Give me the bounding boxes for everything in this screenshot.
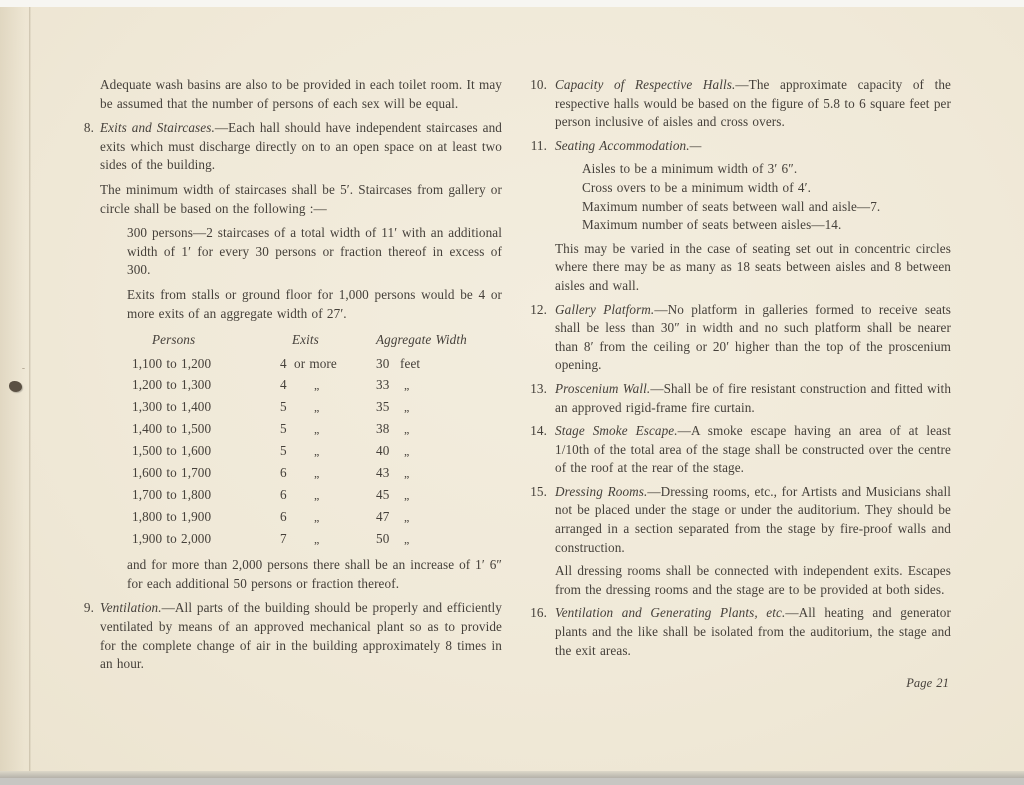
cell-persons: 1,100 to 1,200 — [132, 356, 212, 372]
cell-width: 40 „ — [376, 443, 412, 459]
ditto-mark: „ — [314, 488, 322, 503]
item-body — [555, 422, 951, 483]
ditto-mark: „ — [404, 444, 412, 459]
paragraph-exits-stalls: Exits from stalls or ground floor for 1,000 persons would be 4 or more exits of an aggregate width of 27′. — [127, 286, 502, 321]
item-9-ventilation — [76, 599, 502, 679]
ditto-mark: „ — [404, 422, 412, 437]
item-body — [555, 301, 951, 380]
item-13-proscenium-wall — [527, 380, 951, 422]
item-number: 15. — [530, 483, 547, 499]
cell-exits: 6 „ — [280, 509, 322, 525]
table-row — [132, 374, 502, 396]
item-15-dressing-rooms — [527, 483, 951, 605]
item-body — [555, 380, 951, 422]
column-header-aggregate-width: Aggregate Width — [376, 332, 467, 348]
cell-exits: 4 or more — [280, 356, 337, 372]
column-header-persons: Persons — [152, 332, 196, 348]
item-title: Dressing Rooms. — [555, 483, 648, 499]
cell-exits: 7 „ — [280, 531, 322, 547]
item-14-stage-smoke-escape — [527, 422, 951, 483]
table-row — [132, 528, 502, 550]
ditto-mark: „ — [314, 400, 322, 415]
paragraph-dressing-room-exits: All dressing rooms shall be connected with independent exits. Escapes from the dressing rooms and the stage are to be provided at both sides. — [555, 563, 951, 597]
item-title: Gallery Platform. — [555, 301, 655, 317]
cell-exits: 5 „ — [280, 443, 322, 459]
cell-exits: 6 „ — [280, 487, 322, 503]
item-10-capacity — [527, 76, 951, 137]
cell-width: 45 „ — [376, 487, 412, 503]
cell-width: 43 „ — [376, 465, 412, 481]
ditto-mark: „ — [314, 466, 322, 481]
item-title: Proscenium Wall. — [555, 380, 651, 396]
item-number: 14. — [530, 423, 547, 439]
item-body — [100, 119, 502, 599]
item-lead-paragraph — [555, 76, 951, 132]
ditto-mark: „ — [404, 466, 412, 481]
table-header-row — [132, 329, 502, 350]
item-lead-paragraph — [555, 422, 951, 478]
item-8-exits-and-staircases — [76, 119, 502, 599]
table-row — [132, 506, 502, 528]
item-body — [555, 604, 951, 665]
item-lead-paragraph — [100, 119, 502, 175]
item-body — [555, 137, 951, 301]
item-title: Seating Accommodation.— — [555, 137, 702, 153]
ditto-mark: „ — [314, 422, 322, 437]
ditto-mark: „ — [404, 532, 412, 547]
ditto-mark: „ — [404, 400, 412, 415]
item-text: —Dressing rooms, etc., for Artists and Musicians shall not be placed under the stage or under the auditorium. They should be arranged in a section separated from the stage by fire-proof walls and construction. — [555, 483, 951, 555]
page-number: Page 21 — [906, 676, 949, 691]
item-title: Exits and Staircases. — [100, 120, 215, 136]
item-title: Capacity of Respective Halls. — [555, 77, 736, 92]
item-text: —No platform in galleries formed to receive seats shall be less than 30″ in width and no such platform shall be nearer than 8′ from the ceiling or 20′ higher than the top of the proscenium opening. — [555, 301, 951, 373]
cell-persons: 1,400 to 1,500 — [132, 421, 212, 437]
item-lead-paragraph — [555, 604, 951, 660]
cell-width: 50 „ — [376, 531, 412, 547]
cell-exits: 4 „ — [280, 377, 322, 393]
ditto-mark: „ — [314, 532, 322, 547]
cell-exits: 5 „ — [280, 399, 322, 415]
paragraph-concentric: This may be varied in the case of seating set out in concentric circles where there may be as many as 18 seats between aisles and 8 between aisles and wall. — [555, 240, 951, 293]
seating-rule-aisles: Aisles to be a minimum width of 3′ 6″. — [582, 161, 798, 177]
column-header-exits: Exits — [292, 332, 319, 348]
item-title: Ventilation and Generating Plants, etc. — [555, 605, 786, 621]
page-binding-crease-line — [29, 7, 31, 771]
item-body — [555, 483, 951, 605]
exits-aggregate-width-table — [132, 329, 502, 550]
item-text: —Shall be of fire resistant construction and fitted with an approved rigid-frame fire curtain. — [555, 380, 952, 415]
cell-persons: 1,900 to 2,000 — [132, 531, 212, 547]
item-text: —All parts of the building should be properly and efficiently ventilated by means of an approved mechanical plant so as to provide for the complete change of air in the building approximately 8 times in an hour. — [100, 600, 502, 672]
ditto-mark: „ — [404, 488, 412, 503]
item-number: 16. — [530, 605, 547, 621]
cell-width: 38 „ — [376, 421, 412, 437]
left-column — [76, 76, 502, 680]
paragraph-wash-basins: Adequate wash basins are also to be provided in each toilet room. It may be assumed that the number of persons of each sex will be equal. — [100, 77, 502, 111]
cell-width: 47 „ — [376, 509, 412, 525]
seating-rule-crossovers: Cross overs to be a minimum width of 4′. — [582, 179, 811, 195]
book-page — [0, 7, 1024, 771]
cell-persons: 1,700 to 1,800 — [132, 487, 212, 503]
ditto-mark: „ — [314, 444, 322, 459]
table-row — [132, 462, 502, 484]
cell-width: 30 feet — [376, 356, 421, 372]
table-row — [132, 484, 502, 506]
paragraph-increase-2000: and for more than 2,000 persons there shall be an increase of 1′ 6″ for each additional 50 persons or fraction thereof. — [127, 557, 502, 591]
table-row — [132, 440, 502, 462]
right-column — [527, 76, 951, 705]
item-body — [100, 599, 502, 679]
item-lead-paragraph — [555, 380, 951, 417]
cell-persons: 1,600 to 1,700 — [132, 465, 212, 481]
cell-width: 35 „ — [376, 399, 412, 415]
item-16-ventilation-generating-plants — [527, 604, 951, 665]
paragraph-minimum-width: The minimum width of staircases shall be 5′. Staircases from gallery or circle shall be based on the following :— — [100, 181, 502, 216]
page-bottom-edge-shadow — [0, 771, 1024, 778]
item-number: 10. — [530, 77, 547, 92]
paragraph-300-persons: 300 persons—2 staircases of a total width of 11′ with an additional width of 1′ for every 30 persons or fraction thereof in excess of 300. — [127, 225, 502, 278]
table-row — [132, 418, 502, 440]
scan-edge-top — [0, 0, 1024, 7]
item-body — [555, 76, 951, 137]
cell-exits: 6 „ — [280, 465, 322, 481]
item-number: 9. — [83, 600, 94, 616]
ditto-mark: „ — [404, 510, 412, 525]
item-text: —All heating and generator plants and the like shall be isolated from the auditorium, the stage and the exit areas. — [555, 605, 951, 658]
item-number: 11. — [530, 137, 547, 153]
item-title: Stage Smoke Escape. — [555, 423, 678, 439]
item-text: —Each hall should have independent staircases and exits which must discharge directly on to an open space on at least two sides of the building. — [100, 120, 502, 173]
binding-staple-mark — [9, 381, 22, 392]
item-number: 13. — [530, 380, 547, 396]
seating-rules-list — [582, 160, 951, 234]
cell-width: 33 „ — [376, 377, 412, 393]
table-row — [132, 396, 502, 418]
ditto-mark: „ — [314, 378, 322, 393]
item-lead-paragraph — [555, 301, 951, 375]
seating-rule-between-aisles: Maximum number of seats between aisles—14. — [582, 217, 842, 233]
item-number: 8. — [83, 120, 94, 136]
cell-persons: 1,800 to 1,900 — [132, 509, 212, 525]
item-title: Ventilation. — [100, 600, 162, 616]
table-row — [132, 353, 502, 374]
ditto-mark: „ — [314, 510, 322, 525]
item-lead-paragraph — [555, 483, 951, 557]
item-text: —The approximate capacity of the respective halls would be based on the figure of 5.8 to 6 square feet per person inclusive of aisles and cross overs. — [555, 77, 951, 130]
cell-persons: 1,300 to 1,400 — [132, 399, 212, 415]
item-lead-paragraph — [555, 137, 951, 156]
item-number: 12. — [530, 301, 547, 317]
cell-persons: 1,200 to 1,300 — [132, 377, 212, 393]
seating-rule-wall-aisle: Maximum number of seats between wall and aisle—7. — [582, 198, 881, 214]
item-text: —A smoke escape having an area of at least 1/10th of the total area of the stage shall be constructed over the centre of the roof at the rear of the stage. — [555, 423, 951, 476]
item-12-gallery-platform — [527, 301, 951, 380]
cell-exits: 5 „ — [280, 421, 322, 437]
ditto-mark: „ — [404, 378, 412, 393]
cell-persons: 1,500 to 1,600 — [132, 443, 212, 459]
item-11-seating-accommodation — [527, 137, 951, 301]
item-lead-paragraph — [100, 599, 502, 673]
